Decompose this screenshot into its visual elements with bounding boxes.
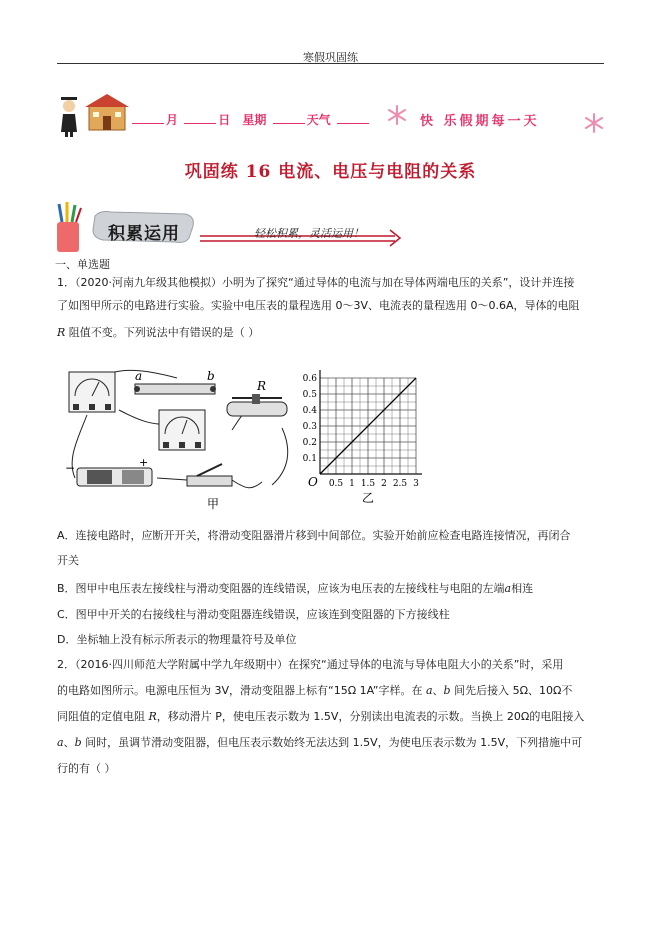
holiday-motto: 快 乐假期每一天 (420, 114, 540, 129)
q1-option-c: C．图甲中开关的右接线柱与滑动变阻器连线错误，应该连到变阻器的下方接线柱 (57, 608, 450, 621)
page-header-title: 寒假巩固练 (303, 51, 358, 64)
q2-line-5: 行的有（ ） (57, 762, 116, 775)
q1-option-a-line-2: 开关 (57, 554, 79, 567)
y-tick-label: 0.4 (302, 406, 317, 416)
weekday-label: 星期 (242, 113, 267, 127)
point-b-label: b (207, 369, 215, 383)
q2-line-4: a、b 间时，虽调节滑动变阻器，但电压表示数始终无法达到 1.5V，为使电压表示数为 1.5V，下列措施中可 (57, 736, 583, 749)
snowflake-icon (583, 112, 605, 134)
y-tick-label: 0.5 (302, 390, 317, 400)
snowflake-icon (386, 104, 408, 126)
y-tick-label: 0.3 (302, 422, 317, 432)
rheostat (227, 394, 287, 416)
month-label: 月 (166, 113, 179, 127)
q1-line-1: 1．（2020·河南九年级其他模拟）小明为了探究“通过导体的电流与加在导体两端电压的关系”，设计并连接 (57, 276, 575, 289)
q1-line-2: 了如图甲所示的电路进行实验。实验中电压表的量程选用 0～3V、电流表的量程选用 0～0.6A，导体的电阻 (57, 299, 580, 312)
header-divider (57, 63, 604, 64)
graph-chart (300, 368, 430, 508)
origin-label: O (308, 475, 318, 489)
x-tick-label: 3 (413, 479, 419, 489)
date-line (130, 111, 371, 128)
day-label: 日 (218, 113, 231, 127)
battery-minus-label: − (65, 461, 76, 475)
y-tick-label: 0.1 (302, 454, 317, 464)
section-heading: 一、单选题 (55, 258, 110, 271)
x-tick-label: 2 (381, 479, 387, 489)
x-tick-label: 2.5 (392, 479, 408, 489)
q1-option-b: B．图甲中电压表左接线柱与滑动变阻器的连线错误，应该为电压表的左接线柱与电阻的左端a相连 (57, 582, 534, 595)
x-tick-label: 0.5 (328, 479, 344, 489)
q1-option-d: D．坐标轴上没有标示所表示的物理量符号及单位 (57, 633, 297, 646)
ammeter (69, 372, 115, 412)
y-tick-label: 0.6 (302, 374, 317, 384)
voltmeter (159, 410, 205, 450)
figure-yi-label: 乙 (362, 491, 375, 505)
q2-line-1: 2．（2016·四川师范大学附属中学九年级期中）在探究“通过导体的电流与导体电阻大小的关系”时，采用 (57, 658, 564, 671)
q1-line-3: R 阻值不变。下列说法中有错误的是（ ） (57, 326, 260, 339)
banner-title: 积累运用 (108, 224, 180, 244)
weather-label: 天气 (306, 113, 331, 127)
resistor-r-label: R (257, 379, 267, 393)
q1-option-a-line-1: A．连接电路时，应断开开关，将滑动变阻器滑片移到中间部位。实验开始前应检查电路连接情况，再闭合 (57, 529, 571, 542)
circuit-diagram (57, 360, 297, 510)
graduate-school-icon (55, 92, 135, 138)
q2-line-3: 同阻值的定值电阻 R，移动滑片 P，使电压表示数为 1.5V，分别读出电流表的示数。当换上 20Ω的电阻接入 (57, 710, 585, 723)
figure-jia-label: 甲 (207, 497, 220, 510)
resistor-wire (134, 384, 216, 394)
x-tick-label: 1.5 (360, 479, 376, 489)
banner-slogan: 轻松积累，灵活运用！ (254, 227, 364, 240)
y-tick-label: 0.2 (302, 438, 317, 448)
battery-plus-label: + (139, 456, 149, 469)
switch (187, 464, 232, 486)
q2-line-2: 的电路如图所示。电源电压恒为 3V，滑动变阻器上标有“15Ω 1A”字样。在 a、b 间先后接入 5Ω、10Ω不 (57, 684, 573, 697)
x-tick-label: 1 (349, 479, 355, 489)
point-a-label: a (135, 369, 143, 383)
page-title: 巩固练 16 电流、电压与电阻的关系 (184, 162, 477, 182)
battery (77, 468, 152, 486)
